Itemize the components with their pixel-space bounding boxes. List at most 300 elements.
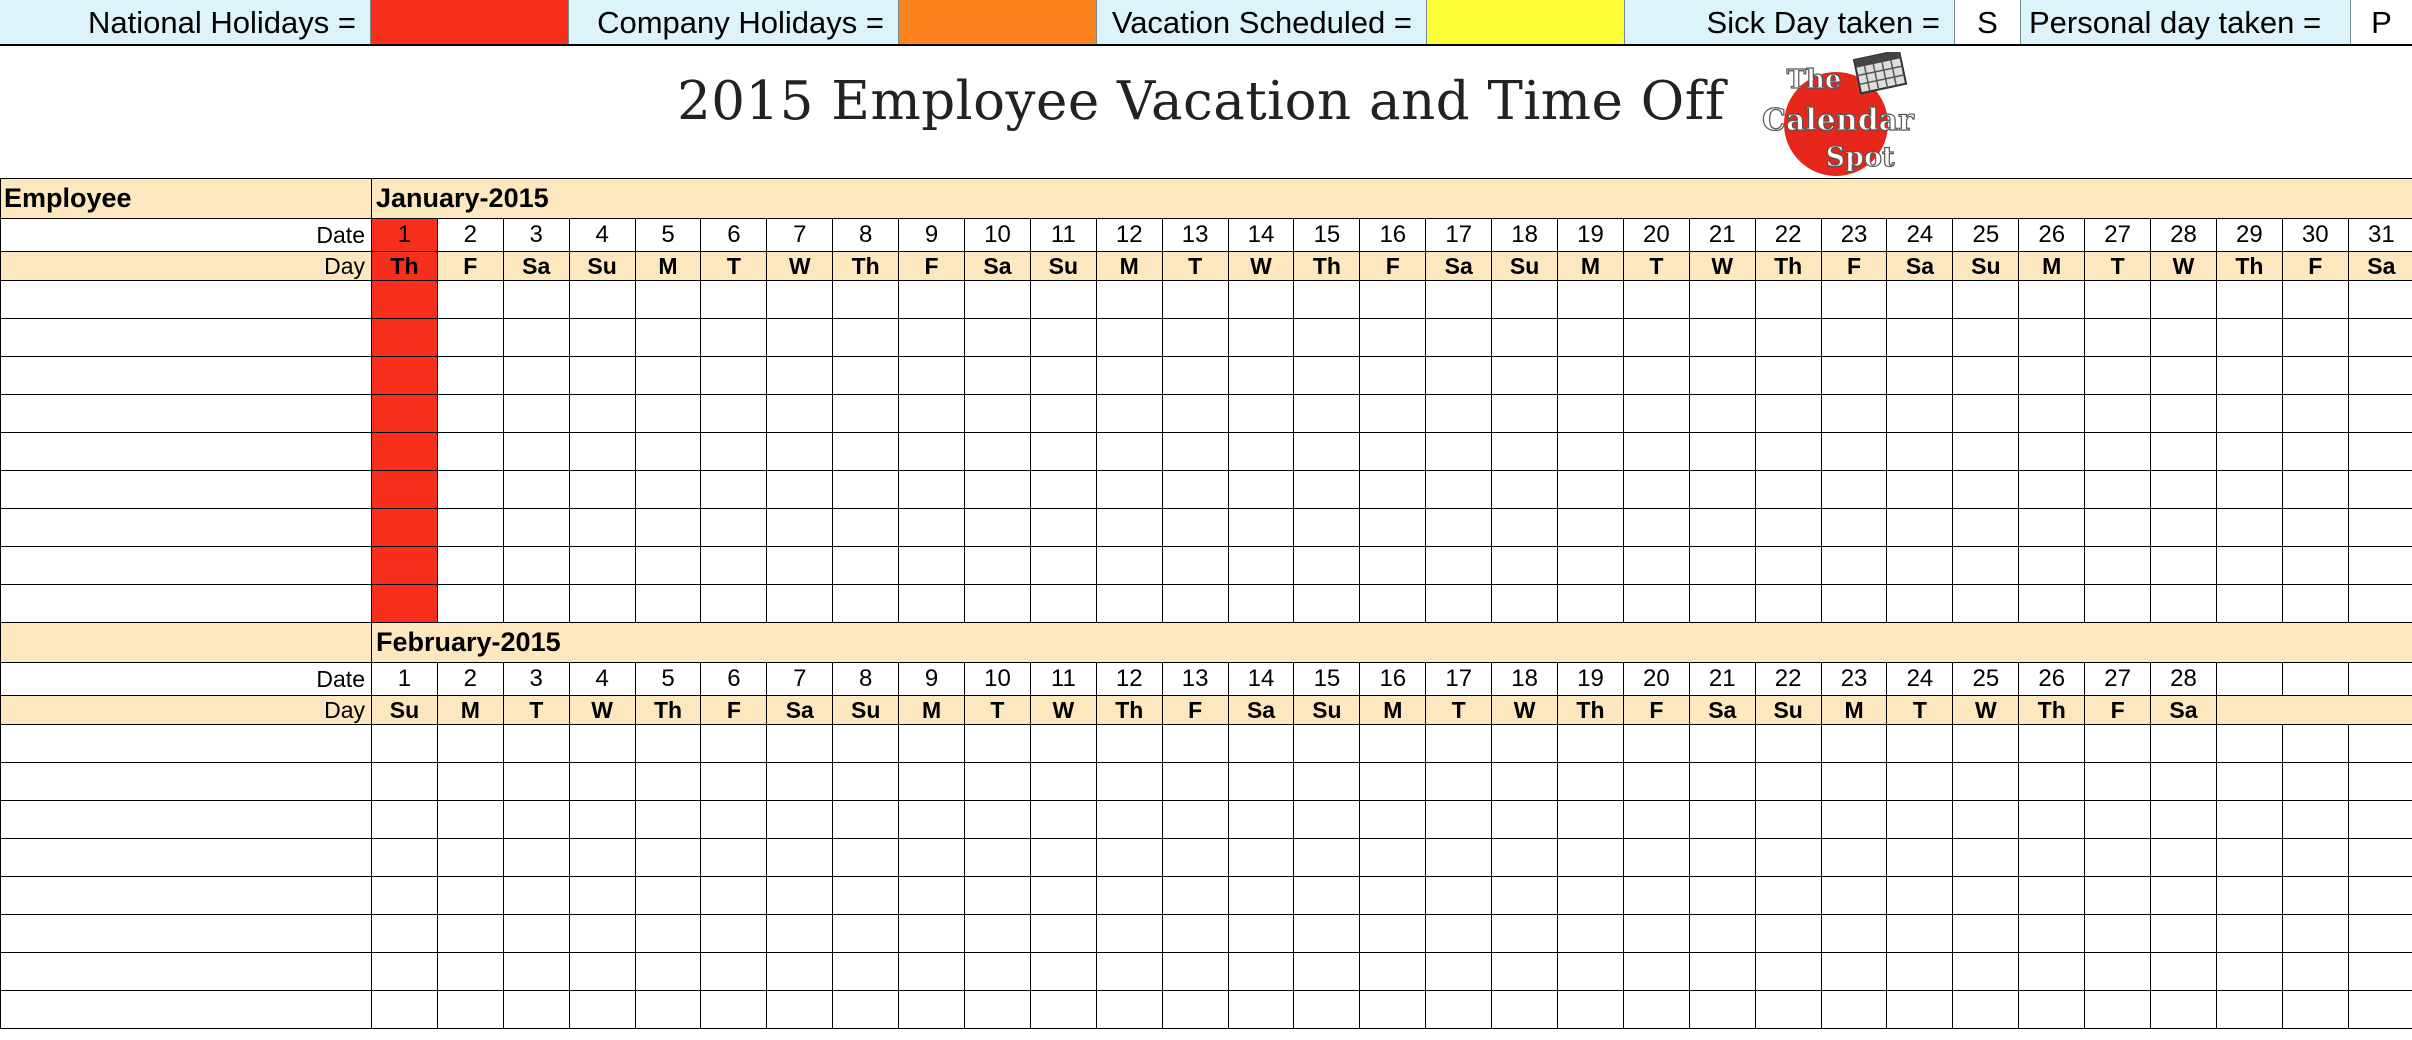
day-entry-cell[interactable] bbox=[1228, 281, 1294, 319]
day-entry-cell[interactable] bbox=[1953, 395, 2019, 433]
day-entry-cell[interactable] bbox=[767, 471, 833, 509]
day-entry-cell[interactable] bbox=[2019, 281, 2085, 319]
day-entry-cell[interactable] bbox=[1953, 433, 2019, 471]
day-entry-cell[interactable] bbox=[437, 281, 503, 319]
day-entry-cell[interactable] bbox=[2019, 915, 2085, 953]
day-entry-cell[interactable] bbox=[2151, 281, 2217, 319]
day-entry-cell[interactable] bbox=[1360, 763, 1426, 801]
day-entry-cell[interactable] bbox=[372, 281, 438, 319]
day-entry-cell[interactable] bbox=[965, 725, 1031, 763]
day-entry-cell[interactable] bbox=[2085, 953, 2151, 991]
day-entry-cell[interactable] bbox=[2216, 877, 2282, 915]
day-entry-cell[interactable] bbox=[1558, 585, 1624, 623]
day-entry-cell[interactable] bbox=[437, 915, 503, 953]
day-entry-cell[interactable] bbox=[1426, 319, 1492, 357]
day-entry-cell[interactable] bbox=[503, 915, 569, 953]
day-entry-cell[interactable] bbox=[2216, 471, 2282, 509]
day-entry-cell[interactable] bbox=[701, 509, 767, 547]
day-entry-cell[interactable] bbox=[2282, 991, 2348, 1029]
day-entry-cell[interactable] bbox=[2348, 433, 2412, 471]
day-entry-cell[interactable] bbox=[899, 763, 965, 801]
day-entry-cell[interactable] bbox=[503, 839, 569, 877]
day-entry-cell[interactable] bbox=[2216, 357, 2282, 395]
day-entry-cell[interactable] bbox=[2085, 725, 2151, 763]
day-entry-cell[interactable] bbox=[569, 585, 635, 623]
day-entry-cell[interactable] bbox=[1162, 547, 1228, 585]
employee-name-cell[interactable] bbox=[1, 509, 372, 547]
day-entry-cell[interactable] bbox=[503, 319, 569, 357]
day-entry-cell[interactable] bbox=[2348, 839, 2412, 877]
day-entry-cell[interactable] bbox=[1096, 509, 1162, 547]
day-entry-cell[interactable] bbox=[2348, 357, 2412, 395]
day-entry-cell[interactable] bbox=[635, 319, 701, 357]
day-entry-cell[interactable] bbox=[899, 471, 965, 509]
day-entry-cell[interactable] bbox=[2282, 877, 2348, 915]
day-entry-cell[interactable] bbox=[635, 433, 701, 471]
day-entry-cell[interactable] bbox=[1426, 915, 1492, 953]
day-entry-cell[interactable] bbox=[1689, 471, 1755, 509]
day-entry-cell[interactable] bbox=[1162, 471, 1228, 509]
day-entry-cell[interactable] bbox=[1426, 471, 1492, 509]
day-entry-cell[interactable] bbox=[372, 839, 438, 877]
day-entry-cell[interactable] bbox=[701, 953, 767, 991]
day-entry-cell[interactable] bbox=[1689, 877, 1755, 915]
day-entry-cell[interactable] bbox=[833, 471, 899, 509]
day-entry-cell[interactable] bbox=[1558, 763, 1624, 801]
day-entry-cell[interactable] bbox=[1030, 585, 1096, 623]
day-entry-cell[interactable] bbox=[1492, 991, 1558, 1029]
day-entry-cell[interactable] bbox=[2348, 395, 2412, 433]
day-entry-cell[interactable] bbox=[503, 281, 569, 319]
day-entry-cell[interactable] bbox=[569, 725, 635, 763]
day-entry-cell[interactable] bbox=[2085, 915, 2151, 953]
day-entry-cell[interactable] bbox=[437, 839, 503, 877]
day-entry-cell[interactable] bbox=[1821, 915, 1887, 953]
day-entry-cell[interactable] bbox=[635, 915, 701, 953]
day-entry-cell[interactable] bbox=[1623, 991, 1689, 1029]
day-entry-cell[interactable] bbox=[1887, 725, 1953, 763]
day-entry-cell[interactable] bbox=[1162, 801, 1228, 839]
day-entry-cell[interactable] bbox=[1294, 319, 1360, 357]
day-entry-cell[interactable] bbox=[1360, 281, 1426, 319]
employee-name-cell[interactable] bbox=[1, 725, 372, 763]
day-entry-cell[interactable] bbox=[437, 725, 503, 763]
day-entry-cell[interactable] bbox=[833, 395, 899, 433]
day-entry-cell[interactable] bbox=[1492, 395, 1558, 433]
day-entry-cell[interactable] bbox=[635, 357, 701, 395]
day-entry-cell[interactable] bbox=[1558, 877, 1624, 915]
day-entry-cell[interactable] bbox=[1096, 991, 1162, 1029]
day-entry-cell[interactable] bbox=[1689, 725, 1755, 763]
day-entry-cell[interactable] bbox=[1360, 915, 1426, 953]
day-entry-cell[interactable] bbox=[503, 725, 569, 763]
day-entry-cell[interactable] bbox=[899, 281, 965, 319]
day-entry-cell[interactable] bbox=[2151, 915, 2217, 953]
day-entry-cell[interactable] bbox=[1755, 471, 1821, 509]
day-entry-cell[interactable] bbox=[372, 471, 438, 509]
day-entry-cell[interactable] bbox=[2348, 991, 2412, 1029]
day-entry-cell[interactable] bbox=[1228, 877, 1294, 915]
day-entry-cell[interactable] bbox=[2282, 433, 2348, 471]
day-entry-cell[interactable] bbox=[1162, 991, 1228, 1029]
day-entry-cell[interactable] bbox=[1030, 839, 1096, 877]
day-entry-cell[interactable] bbox=[1821, 801, 1887, 839]
day-entry-cell[interactable] bbox=[1623, 319, 1689, 357]
day-entry-cell[interactable] bbox=[965, 877, 1031, 915]
day-entry-cell[interactable] bbox=[2348, 509, 2412, 547]
day-entry-cell[interactable] bbox=[635, 839, 701, 877]
day-entry-cell[interactable] bbox=[2151, 725, 2217, 763]
day-entry-cell[interactable] bbox=[1887, 471, 1953, 509]
day-entry-cell[interactable] bbox=[1821, 725, 1887, 763]
day-entry-cell[interactable] bbox=[1623, 725, 1689, 763]
day-entry-cell[interactable] bbox=[2282, 953, 2348, 991]
day-entry-cell[interactable] bbox=[2348, 953, 2412, 991]
day-entry-cell[interactable] bbox=[701, 801, 767, 839]
day-entry-cell[interactable] bbox=[1623, 585, 1689, 623]
day-entry-cell[interactable] bbox=[1492, 471, 1558, 509]
day-entry-cell[interactable] bbox=[569, 953, 635, 991]
day-entry-cell[interactable] bbox=[965, 585, 1031, 623]
day-entry-cell[interactable] bbox=[1887, 953, 1953, 991]
day-entry-cell[interactable] bbox=[1887, 763, 1953, 801]
day-entry-cell[interactable] bbox=[1426, 547, 1492, 585]
day-entry-cell[interactable] bbox=[2216, 953, 2282, 991]
day-entry-cell[interactable] bbox=[2348, 471, 2412, 509]
day-entry-cell[interactable] bbox=[1162, 725, 1228, 763]
day-entry-cell[interactable] bbox=[833, 763, 899, 801]
day-entry-cell[interactable] bbox=[1294, 547, 1360, 585]
day-entry-cell[interactable] bbox=[1558, 395, 1624, 433]
day-entry-cell[interactable] bbox=[569, 877, 635, 915]
day-entry-cell[interactable] bbox=[1689, 991, 1755, 1029]
day-entry-cell[interactable] bbox=[2151, 953, 2217, 991]
day-entry-cell[interactable] bbox=[1821, 433, 1887, 471]
day-entry-cell[interactable] bbox=[1558, 319, 1624, 357]
day-entry-cell[interactable] bbox=[1294, 991, 1360, 1029]
day-entry-cell[interactable] bbox=[503, 953, 569, 991]
day-entry-cell[interactable] bbox=[2019, 801, 2085, 839]
day-entry-cell[interactable] bbox=[1821, 547, 1887, 585]
day-entry-cell[interactable] bbox=[1623, 509, 1689, 547]
day-entry-cell[interactable] bbox=[1162, 839, 1228, 877]
day-entry-cell[interactable] bbox=[1821, 585, 1887, 623]
day-entry-cell[interactable] bbox=[1030, 357, 1096, 395]
day-entry-cell[interactable] bbox=[372, 877, 438, 915]
day-entry-cell[interactable] bbox=[1755, 839, 1821, 877]
day-entry-cell[interactable] bbox=[569, 281, 635, 319]
day-entry-cell[interactable] bbox=[569, 801, 635, 839]
day-entry-cell[interactable] bbox=[1689, 915, 1755, 953]
day-entry-cell[interactable] bbox=[1623, 801, 1689, 839]
day-entry-cell[interactable] bbox=[1096, 953, 1162, 991]
day-entry-cell[interactable] bbox=[2085, 547, 2151, 585]
day-entry-cell[interactable] bbox=[1360, 547, 1426, 585]
day-entry-cell[interactable] bbox=[1887, 839, 1953, 877]
day-entry-cell[interactable] bbox=[1426, 433, 1492, 471]
day-entry-cell[interactable] bbox=[1558, 801, 1624, 839]
day-entry-cell[interactable] bbox=[1558, 547, 1624, 585]
day-entry-cell[interactable] bbox=[1821, 509, 1887, 547]
day-entry-cell[interactable] bbox=[1558, 433, 1624, 471]
employee-name-cell[interactable] bbox=[1, 357, 372, 395]
employee-name-cell[interactable] bbox=[1, 801, 372, 839]
day-entry-cell[interactable] bbox=[1228, 357, 1294, 395]
day-entry-cell[interactable] bbox=[1360, 471, 1426, 509]
day-entry-cell[interactable] bbox=[1821, 281, 1887, 319]
day-entry-cell[interactable] bbox=[1426, 281, 1492, 319]
day-entry-cell[interactable] bbox=[569, 319, 635, 357]
day-entry-cell[interactable] bbox=[1228, 395, 1294, 433]
employee-name-cell[interactable] bbox=[1, 433, 372, 471]
day-entry-cell[interactable] bbox=[833, 839, 899, 877]
day-entry-cell[interactable] bbox=[2151, 471, 2217, 509]
day-entry-cell[interactable] bbox=[635, 509, 701, 547]
day-entry-cell[interactable] bbox=[1294, 839, 1360, 877]
day-entry-cell[interactable] bbox=[1228, 319, 1294, 357]
day-entry-cell[interactable] bbox=[701, 319, 767, 357]
day-entry-cell[interactable] bbox=[1492, 281, 1558, 319]
day-entry-cell[interactable] bbox=[2282, 471, 2348, 509]
day-entry-cell[interactable] bbox=[2282, 357, 2348, 395]
day-entry-cell[interactable] bbox=[372, 585, 438, 623]
day-entry-cell[interactable] bbox=[899, 839, 965, 877]
day-entry-cell[interactable] bbox=[1689, 433, 1755, 471]
day-entry-cell[interactable] bbox=[1162, 281, 1228, 319]
day-entry-cell[interactable] bbox=[1755, 547, 1821, 585]
day-entry-cell[interactable] bbox=[1821, 319, 1887, 357]
day-entry-cell[interactable] bbox=[1953, 839, 2019, 877]
day-entry-cell[interactable] bbox=[1228, 915, 1294, 953]
day-entry-cell[interactable] bbox=[965, 991, 1031, 1029]
employee-name-cell[interactable] bbox=[1, 763, 372, 801]
day-entry-cell[interactable] bbox=[767, 839, 833, 877]
day-entry-cell[interactable] bbox=[899, 915, 965, 953]
day-entry-cell[interactable] bbox=[437, 547, 503, 585]
day-entry-cell[interactable] bbox=[2019, 357, 2085, 395]
day-entry-cell[interactable] bbox=[372, 725, 438, 763]
day-entry-cell[interactable] bbox=[1887, 877, 1953, 915]
day-entry-cell[interactable] bbox=[1623, 877, 1689, 915]
day-entry-cell[interactable] bbox=[569, 471, 635, 509]
day-entry-cell[interactable] bbox=[1492, 547, 1558, 585]
day-entry-cell[interactable] bbox=[1096, 801, 1162, 839]
day-entry-cell[interactable] bbox=[503, 547, 569, 585]
day-entry-cell[interactable] bbox=[2282, 801, 2348, 839]
day-entry-cell[interactable] bbox=[2085, 991, 2151, 1029]
day-entry-cell[interactable] bbox=[2348, 319, 2412, 357]
day-entry-cell[interactable] bbox=[2282, 319, 2348, 357]
day-entry-cell[interactable] bbox=[2085, 839, 2151, 877]
day-entry-cell[interactable] bbox=[1492, 763, 1558, 801]
day-entry-cell[interactable] bbox=[1030, 319, 1096, 357]
day-entry-cell[interactable] bbox=[635, 547, 701, 585]
day-entry-cell[interactable] bbox=[372, 763, 438, 801]
day-entry-cell[interactable] bbox=[1096, 281, 1162, 319]
day-entry-cell[interactable] bbox=[1755, 763, 1821, 801]
day-entry-cell[interactable] bbox=[1360, 395, 1426, 433]
day-entry-cell[interactable] bbox=[437, 433, 503, 471]
day-entry-cell[interactable] bbox=[1228, 725, 1294, 763]
day-entry-cell[interactable] bbox=[1953, 585, 2019, 623]
day-entry-cell[interactable] bbox=[635, 585, 701, 623]
day-entry-cell[interactable] bbox=[2019, 877, 2085, 915]
employee-name-cell[interactable] bbox=[1, 547, 372, 585]
day-entry-cell[interactable] bbox=[899, 509, 965, 547]
day-entry-cell[interactable] bbox=[1821, 763, 1887, 801]
day-entry-cell[interactable] bbox=[2019, 763, 2085, 801]
day-entry-cell[interactable] bbox=[2019, 433, 2085, 471]
day-entry-cell[interactable] bbox=[1821, 471, 1887, 509]
day-entry-cell[interactable] bbox=[1492, 839, 1558, 877]
day-entry-cell[interactable] bbox=[965, 319, 1031, 357]
day-entry-cell[interactable] bbox=[503, 471, 569, 509]
day-entry-cell[interactable] bbox=[1426, 953, 1492, 991]
day-entry-cell[interactable] bbox=[1294, 471, 1360, 509]
day-entry-cell[interactable] bbox=[569, 395, 635, 433]
day-entry-cell[interactable] bbox=[437, 763, 503, 801]
day-entry-cell[interactable] bbox=[635, 991, 701, 1029]
day-entry-cell[interactable] bbox=[1030, 547, 1096, 585]
day-entry-cell[interactable] bbox=[965, 763, 1031, 801]
day-entry-cell[interactable] bbox=[1096, 585, 1162, 623]
day-entry-cell[interactable] bbox=[833, 953, 899, 991]
day-entry-cell[interactable] bbox=[1228, 991, 1294, 1029]
day-entry-cell[interactable] bbox=[1030, 471, 1096, 509]
day-entry-cell[interactable] bbox=[1558, 509, 1624, 547]
day-entry-cell[interactable] bbox=[1755, 953, 1821, 991]
day-entry-cell[interactable] bbox=[1294, 585, 1360, 623]
day-entry-cell[interactable] bbox=[2151, 585, 2217, 623]
day-entry-cell[interactable] bbox=[1426, 395, 1492, 433]
day-entry-cell[interactable] bbox=[1426, 509, 1492, 547]
employee-name-cell[interactable] bbox=[1, 877, 372, 915]
day-entry-cell[interactable] bbox=[1294, 509, 1360, 547]
day-entry-cell[interactable] bbox=[1162, 915, 1228, 953]
day-entry-cell[interactable] bbox=[965, 395, 1031, 433]
employee-name-cell[interactable] bbox=[1, 395, 372, 433]
day-entry-cell[interactable] bbox=[1426, 585, 1492, 623]
day-entry-cell[interactable] bbox=[1623, 915, 1689, 953]
day-entry-cell[interactable] bbox=[635, 471, 701, 509]
day-entry-cell[interactable] bbox=[2348, 877, 2412, 915]
day-entry-cell[interactable] bbox=[1228, 471, 1294, 509]
day-entry-cell[interactable] bbox=[1228, 509, 1294, 547]
day-entry-cell[interactable] bbox=[569, 547, 635, 585]
day-entry-cell[interactable] bbox=[1623, 763, 1689, 801]
day-entry-cell[interactable] bbox=[2282, 585, 2348, 623]
day-entry-cell[interactable] bbox=[1492, 509, 1558, 547]
day-entry-cell[interactable] bbox=[2019, 585, 2085, 623]
day-entry-cell[interactable] bbox=[2019, 395, 2085, 433]
day-entry-cell[interactable] bbox=[1294, 281, 1360, 319]
day-entry-cell[interactable] bbox=[1228, 953, 1294, 991]
day-entry-cell[interactable] bbox=[1689, 547, 1755, 585]
day-entry-cell[interactable] bbox=[437, 509, 503, 547]
day-entry-cell[interactable] bbox=[767, 395, 833, 433]
day-entry-cell[interactable] bbox=[833, 433, 899, 471]
day-entry-cell[interactable] bbox=[1030, 953, 1096, 991]
day-entry-cell[interactable] bbox=[1953, 801, 2019, 839]
day-entry-cell[interactable] bbox=[1162, 357, 1228, 395]
day-entry-cell[interactable] bbox=[372, 991, 438, 1029]
day-entry-cell[interactable] bbox=[2282, 281, 2348, 319]
day-entry-cell[interactable] bbox=[1030, 915, 1096, 953]
day-entry-cell[interactable] bbox=[635, 801, 701, 839]
day-entry-cell[interactable] bbox=[701, 725, 767, 763]
day-entry-cell[interactable] bbox=[1030, 991, 1096, 1029]
day-entry-cell[interactable] bbox=[1030, 509, 1096, 547]
day-entry-cell[interactable] bbox=[1162, 319, 1228, 357]
day-entry-cell[interactable] bbox=[833, 585, 899, 623]
day-entry-cell[interactable] bbox=[2151, 547, 2217, 585]
day-entry-cell[interactable] bbox=[701, 763, 767, 801]
day-entry-cell[interactable] bbox=[1096, 877, 1162, 915]
day-entry-cell[interactable] bbox=[503, 433, 569, 471]
day-entry-cell[interactable] bbox=[965, 953, 1031, 991]
day-entry-cell[interactable] bbox=[1558, 357, 1624, 395]
day-entry-cell[interactable] bbox=[372, 357, 438, 395]
day-entry-cell[interactable] bbox=[437, 877, 503, 915]
day-entry-cell[interactable] bbox=[1030, 877, 1096, 915]
day-entry-cell[interactable] bbox=[1360, 801, 1426, 839]
day-entry-cell[interactable] bbox=[1689, 953, 1755, 991]
day-entry-cell[interactable] bbox=[1294, 357, 1360, 395]
day-entry-cell[interactable] bbox=[833, 319, 899, 357]
day-entry-cell[interactable] bbox=[1162, 877, 1228, 915]
day-entry-cell[interactable] bbox=[833, 991, 899, 1029]
day-entry-cell[interactable] bbox=[372, 801, 438, 839]
day-entry-cell[interactable] bbox=[767, 357, 833, 395]
day-entry-cell[interactable] bbox=[1953, 547, 2019, 585]
employee-name-cell[interactable] bbox=[1, 915, 372, 953]
day-entry-cell[interactable] bbox=[2282, 725, 2348, 763]
day-entry-cell[interactable] bbox=[833, 877, 899, 915]
day-entry-cell[interactable] bbox=[965, 357, 1031, 395]
day-entry-cell[interactable] bbox=[2216, 991, 2282, 1029]
employee-name-cell[interactable] bbox=[1, 953, 372, 991]
day-entry-cell[interactable] bbox=[1953, 509, 2019, 547]
day-entry-cell[interactable] bbox=[965, 547, 1031, 585]
day-entry-cell[interactable] bbox=[1755, 915, 1821, 953]
day-entry-cell[interactable] bbox=[1096, 839, 1162, 877]
day-entry-cell[interactable] bbox=[1096, 471, 1162, 509]
day-entry-cell[interactable] bbox=[767, 433, 833, 471]
day-entry-cell[interactable] bbox=[767, 725, 833, 763]
day-entry-cell[interactable] bbox=[1887, 585, 1953, 623]
day-entry-cell[interactable] bbox=[2085, 801, 2151, 839]
day-entry-cell[interactable] bbox=[372, 915, 438, 953]
day-entry-cell[interactable] bbox=[437, 357, 503, 395]
day-entry-cell[interactable] bbox=[2151, 877, 2217, 915]
day-entry-cell[interactable] bbox=[2085, 357, 2151, 395]
employee-name-cell[interactable] bbox=[1, 839, 372, 877]
day-entry-cell[interactable] bbox=[2216, 839, 2282, 877]
day-entry-cell[interactable] bbox=[899, 319, 965, 357]
day-entry-cell[interactable] bbox=[1623, 433, 1689, 471]
day-entry-cell[interactable] bbox=[767, 953, 833, 991]
day-entry-cell[interactable] bbox=[2216, 801, 2282, 839]
day-entry-cell[interactable] bbox=[1689, 585, 1755, 623]
day-entry-cell[interactable] bbox=[437, 991, 503, 1029]
day-entry-cell[interactable] bbox=[1821, 395, 1887, 433]
day-entry-cell[interactable] bbox=[1887, 357, 1953, 395]
day-entry-cell[interactable] bbox=[1689, 357, 1755, 395]
day-entry-cell[interactable] bbox=[2151, 357, 2217, 395]
day-entry-cell[interactable] bbox=[437, 801, 503, 839]
day-entry-cell[interactable] bbox=[1755, 877, 1821, 915]
day-entry-cell[interactable] bbox=[1360, 509, 1426, 547]
